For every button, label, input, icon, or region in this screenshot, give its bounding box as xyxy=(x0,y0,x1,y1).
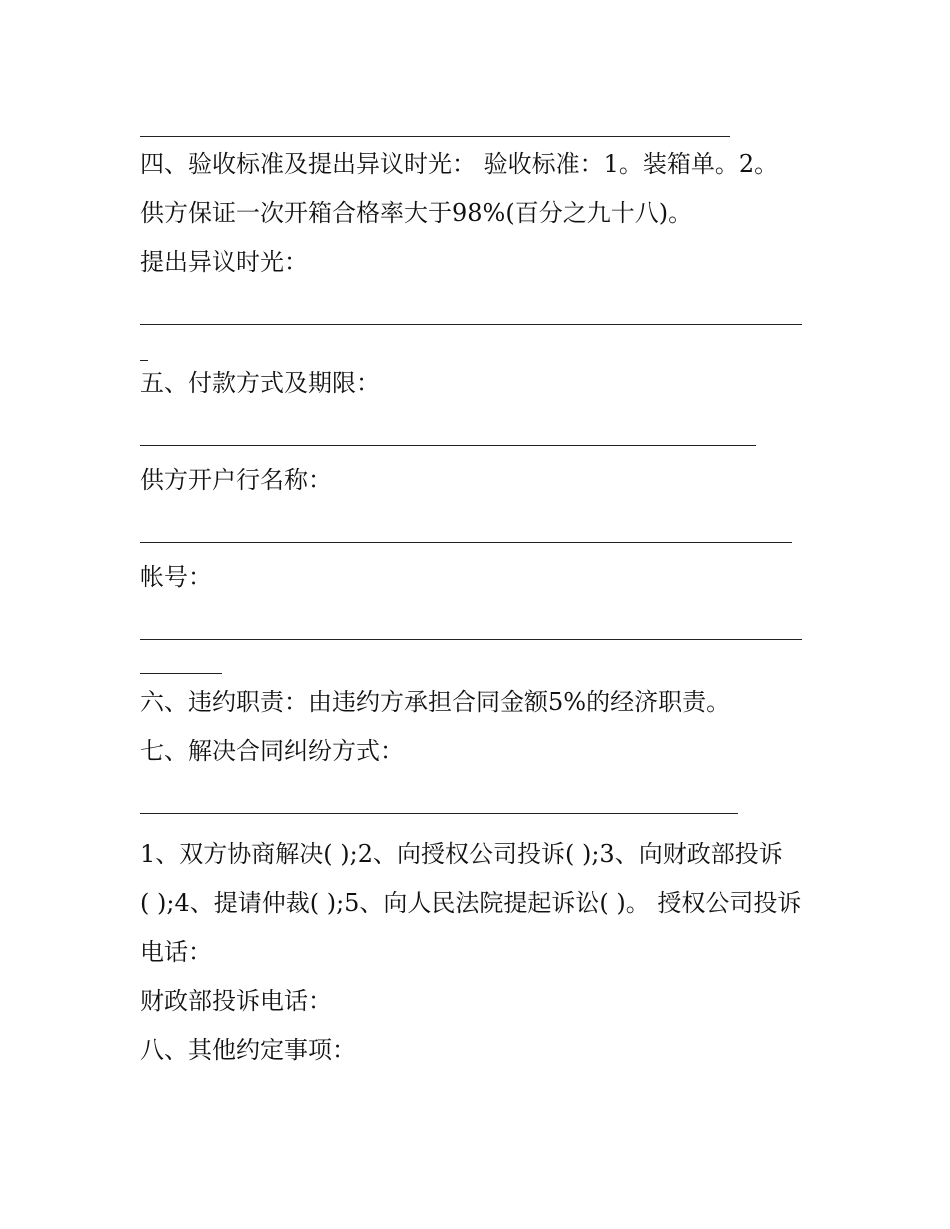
section6-breach: 六、违约职责：由违约方承担合同金额5%的经济职责。 xyxy=(140,688,731,716)
blank-line-payment[interactable] xyxy=(140,408,806,456)
blank-line-top xyxy=(140,110,806,140)
blank-line-account-cont[interactable] xyxy=(140,650,806,694)
finance-phone-label: 财政部投诉电话： xyxy=(140,987,332,1015)
blank-line-account[interactable] xyxy=(140,602,806,650)
section5-heading: 五、付款方式及期限： xyxy=(140,369,380,397)
dispute-options-line1: 1、双方协商解决( );2、向授权公司投诉( );3、向财政部投诉 xyxy=(140,840,783,868)
section4-pass-rate: 供方保证一次开箱合格率大于98%(百分之九十八)。 xyxy=(140,199,693,227)
authorized-phone-label: 电话： xyxy=(140,938,212,966)
section7-heading: 七、解决合同纠纷方式： xyxy=(140,737,404,765)
blank-line-bank-name[interactable] xyxy=(140,505,806,553)
blank-line-objection-cont[interactable] xyxy=(140,335,806,383)
account-label: 帐号： xyxy=(140,563,212,591)
section4-heading: 四、验收标准及提出异议时光： 验收标准：1。装箱单。2。 xyxy=(140,150,779,178)
document-body xyxy=(140,110,806,1075)
dispute-options-line2: ( );4、提请仲裁( );5、向人民法院提起诉讼( )。 授权公司投诉 xyxy=(140,889,802,917)
section8-heading: 八、其他约定事项： xyxy=(140,1036,356,1064)
bank-name-label: 供方开户行名称： xyxy=(140,466,332,494)
blank-line-objection[interactable] xyxy=(140,287,806,335)
blank-line-dispute[interactable] xyxy=(140,776,806,824)
section4-objection-label: 提出异议时光： xyxy=(140,248,308,276)
